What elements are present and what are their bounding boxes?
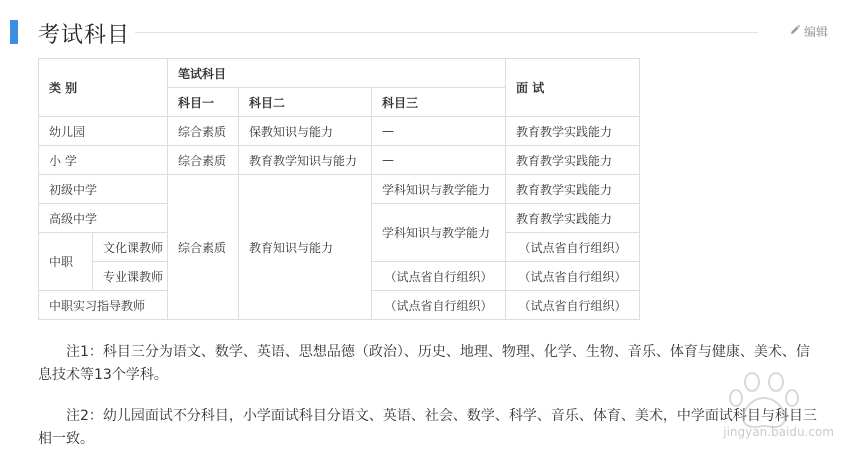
row-label-internship: 中职实习指导教师 xyxy=(39,291,168,320)
header-subject2: 科目二 xyxy=(239,88,372,117)
row-label-culture-teacher: 文化课教师 xyxy=(93,233,168,262)
cell-s1-merged: 综合素质 xyxy=(168,175,239,320)
row-label-specialty-teacher: 专业课教师 xyxy=(93,262,168,291)
cell-s2-merged: 教育知识与能力 xyxy=(239,175,372,320)
cell-interview: 教育教学实践能力 xyxy=(506,117,640,146)
cell-s2: 教育教学知识与能力 xyxy=(239,146,372,175)
row-label-vocational: 中职 xyxy=(39,233,93,291)
cell-interview: 教育教学实践能力 xyxy=(506,204,640,233)
table-row xyxy=(39,146,640,175)
table-row xyxy=(39,175,640,204)
edit-label: 编辑 xyxy=(803,25,828,39)
table-header-row xyxy=(39,59,640,88)
header-subject1: 科目一 xyxy=(168,88,239,117)
cell-s3: — xyxy=(372,146,506,175)
cell-s2: 保教知识与能力 xyxy=(239,117,372,146)
row-label-junior: 初级中学 xyxy=(39,175,168,204)
section-title: 考试科目 xyxy=(38,23,131,48)
cell-interview: （试点省自行组织） xyxy=(506,291,640,320)
cell-s1: 综合素质 xyxy=(168,117,239,146)
cell-interview: （试点省自行组织） xyxy=(506,262,640,291)
exam-subjects-table xyxy=(38,58,640,320)
watermark-text: jingyan.baidu.com xyxy=(723,425,834,439)
section-accent-bar xyxy=(10,20,18,44)
table-row xyxy=(39,117,640,146)
header-subject3: 科目三 xyxy=(372,88,506,117)
cell-s3-merged: 学科知识与教学能力 xyxy=(372,204,506,262)
cell-s3: （试点省自行组织） xyxy=(372,291,506,320)
note-1: 注1：科目三分为语文、数学、英语、思想品德（政治）、历史、地理、物理、化学、生物、音乐、体育与健康、美术、信息技术等13个学科。 xyxy=(38,344,810,383)
cell-s3: （试点省自行组织） xyxy=(372,262,506,291)
header-interview: 面 试 xyxy=(506,59,640,117)
row-label-senior: 高级中学 xyxy=(39,204,168,233)
cell-s3: 学科知识与教学能力 xyxy=(372,175,506,204)
cell-interview: 教育教学实践能力 xyxy=(506,175,640,204)
cell-s3: — xyxy=(372,117,506,146)
row-label-kindergarten: 幼儿园 xyxy=(39,117,168,146)
note-2: 注2：幼儿园面试不分科目，小学面试科目分语文、英语、社会、数学、科学、音乐、体育、美术，中学面试科目与科目三相一致。 xyxy=(38,408,817,447)
cell-s1: 综合素质 xyxy=(168,146,239,175)
header-category: 类 别 xyxy=(39,59,168,117)
row-label-primary: 小 学 xyxy=(39,146,168,175)
header-written: 笔试科目 xyxy=(168,59,506,88)
cell-interview: （试点省自行组织） xyxy=(506,233,640,262)
title-divider xyxy=(135,32,758,33)
pencil-icon xyxy=(789,24,801,39)
edit-button[interactable] xyxy=(789,23,828,40)
cell-interview: 教育教学实践能力 xyxy=(506,146,640,175)
